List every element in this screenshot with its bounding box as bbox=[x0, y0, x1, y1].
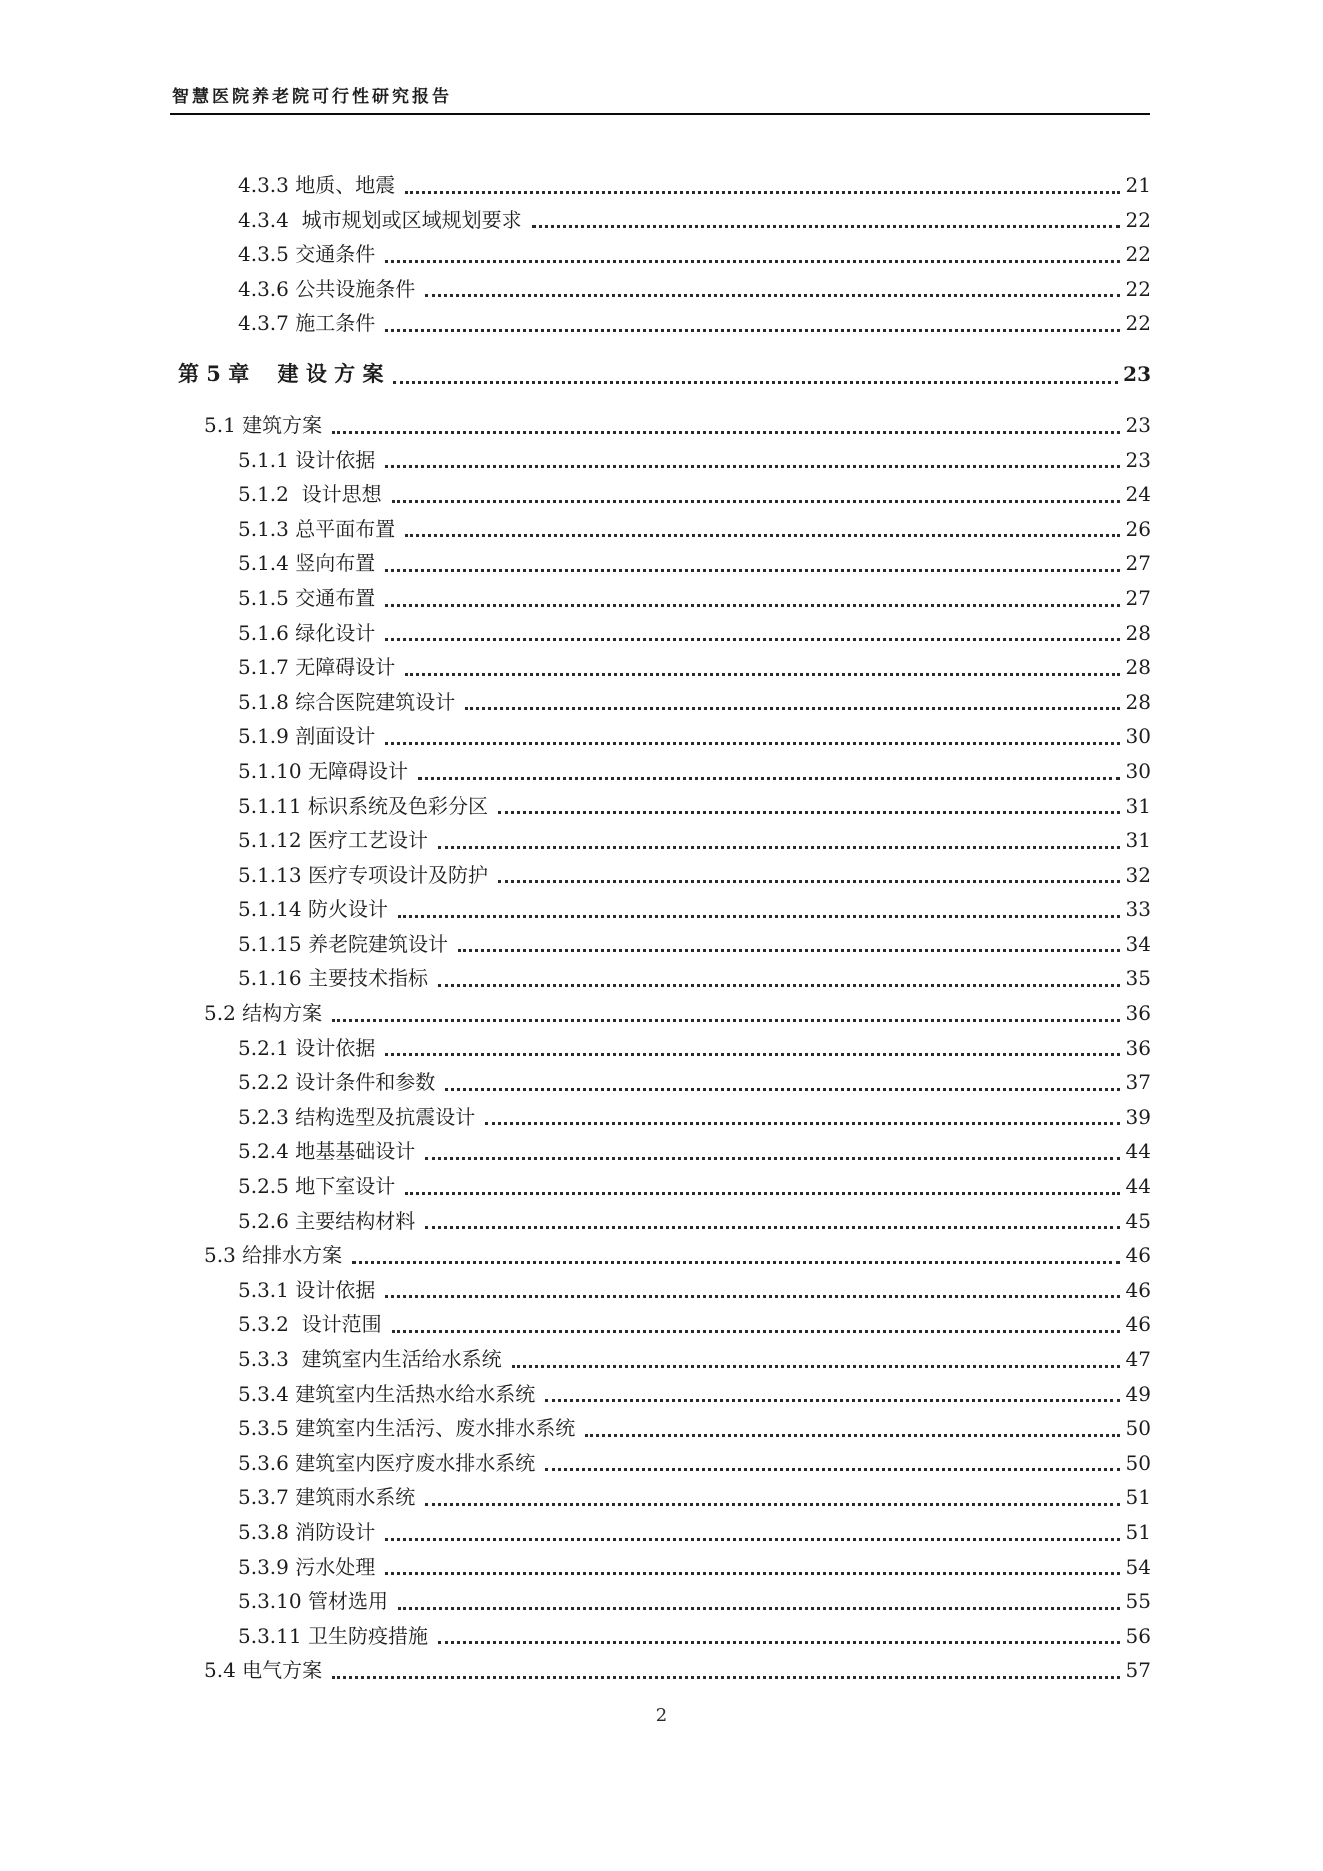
toc-entry[interactable] bbox=[170, 961, 1151, 996]
toc-entry-label: 5.2.6 主要结构材料 bbox=[238, 1208, 416, 1233]
toc-entry-page: 31 bbox=[1125, 828, 1151, 853]
toc-entry-label: 5.1.2 设计思想 bbox=[238, 482, 382, 507]
toc-dotted-leader bbox=[405, 1169, 1120, 1204]
toc-dotted-leader bbox=[425, 1204, 1120, 1239]
toc-dotted-leader bbox=[385, 616, 1120, 651]
toc-dotted-leader bbox=[425, 1480, 1120, 1515]
toc-entry-page: 22 bbox=[1125, 311, 1151, 336]
toc-entry-label: 5.1.11 标识系统及色彩分区 bbox=[238, 793, 488, 818]
toc-entry-label: 5.1.4 竖向布置 bbox=[238, 551, 376, 576]
toc-entry[interactable] bbox=[170, 1653, 1151, 1688]
toc-entry-label: 4.3.3 地质、地震 bbox=[238, 173, 396, 197]
toc-entry-page: 51 bbox=[1125, 1485, 1151, 1510]
toc-entry[interactable] bbox=[170, 1169, 1151, 1204]
toc-entry[interactable] bbox=[170, 581, 1151, 616]
toc-entry-label: 5.1.7 无障碍设计 bbox=[238, 655, 396, 680]
toc-entry[interactable] bbox=[170, 754, 1151, 789]
toc-dotted-leader bbox=[405, 650, 1120, 685]
toc-entry[interactable] bbox=[170, 237, 1151, 272]
toc-dotted-leader bbox=[438, 823, 1120, 858]
toc-entry-page: 23 bbox=[1125, 412, 1151, 437]
toc-entry-page: 34 bbox=[1125, 931, 1151, 956]
toc-entry-page: 49 bbox=[1125, 1381, 1151, 1406]
toc-entry-page: 47 bbox=[1125, 1347, 1151, 1371]
page-header bbox=[170, 82, 1150, 115]
toc-entry[interactable] bbox=[170, 1584, 1151, 1619]
toc-entry[interactable] bbox=[170, 996, 1151, 1031]
toc-entry[interactable] bbox=[170, 823, 1151, 858]
toc-entry-label: 5.3 给排水方案 bbox=[204, 1243, 343, 1268]
toc-entry[interactable] bbox=[170, 1307, 1151, 1342]
toc-entry-label: 5.2.4 地基基础设计 bbox=[238, 1139, 416, 1164]
toc-entry[interactable] bbox=[170, 1377, 1151, 1412]
toc-entry-label: 5.2 结构方案 bbox=[204, 1001, 323, 1026]
toc-dotted-leader bbox=[498, 858, 1120, 893]
toc-entry-page: 36 bbox=[1125, 1035, 1151, 1060]
toc-entry-label: 5.3.11 卫生防疫措施 bbox=[238, 1623, 428, 1648]
toc-entry[interactable] bbox=[170, 306, 1151, 341]
toc-dotted-leader bbox=[385, 1550, 1120, 1585]
toc-entry-label: 5.3.3 建筑室内生活给水系统 bbox=[238, 1347, 502, 1371]
toc-entry-page: 44 bbox=[1125, 1174, 1151, 1199]
toc-entry-page: 33 bbox=[1125, 897, 1151, 922]
toc-dotted-leader bbox=[385, 1031, 1120, 1066]
toc-entry[interactable] bbox=[170, 1480, 1151, 1515]
toc-dotted-leader bbox=[332, 1653, 1120, 1688]
toc-entry-page: 37 bbox=[1125, 1070, 1151, 1095]
toc-entry[interactable] bbox=[170, 512, 1151, 547]
toc-entry-page: 46 bbox=[1125, 1312, 1151, 1337]
toc-entry[interactable] bbox=[170, 357, 1151, 393]
toc-entry-label: 5.2.1 设计依据 bbox=[238, 1035, 376, 1060]
toc-entry-label: 5.1.5 交通布置 bbox=[238, 585, 376, 610]
toc-dotted-leader bbox=[425, 1134, 1120, 1169]
toc-entry[interactable] bbox=[170, 1238, 1151, 1273]
toc-dotted-leader bbox=[545, 1446, 1120, 1481]
toc-dotted-leader bbox=[438, 961, 1120, 996]
toc-entry-label: 5.4 电气方案 bbox=[204, 1658, 323, 1683]
toc-entry-label: 5.1.16 主要技术指标 bbox=[238, 966, 428, 991]
toc-dotted-leader bbox=[438, 1619, 1120, 1654]
toc-entry-label: 第 5 章 建 设 方 案 bbox=[178, 360, 384, 386]
toc-entry-label: 4.3.7 施工条件 bbox=[238, 311, 376, 336]
toc-entry-page: 23 bbox=[1123, 361, 1151, 386]
toc-entry-page: 22 bbox=[1125, 207, 1151, 232]
toc-entry-page: 50 bbox=[1125, 1416, 1151, 1441]
toc-entry-label: 5.3.8 消防设计 bbox=[238, 1519, 376, 1544]
toc-dotted-leader bbox=[392, 1307, 1120, 1342]
toc-entry-page: 27 bbox=[1125, 585, 1151, 610]
toc-entry[interactable] bbox=[170, 1204, 1151, 1239]
page-number: 2 bbox=[655, 1705, 668, 1726]
toc-dotted-leader bbox=[512, 1342, 1120, 1377]
toc-entry[interactable] bbox=[170, 789, 1151, 824]
toc-entry-page: 28 bbox=[1125, 620, 1151, 645]
toc-entry-label: 5.3.6 建筑室内医疗废水排水系统 bbox=[238, 1450, 536, 1475]
toc-dotted-leader bbox=[385, 1515, 1120, 1550]
toc-dotted-leader bbox=[385, 237, 1120, 272]
toc-entry[interactable] bbox=[170, 892, 1151, 927]
toc-entry-page: 21 bbox=[1125, 173, 1151, 197]
toc-entry-page: 46 bbox=[1125, 1243, 1151, 1268]
toc-dotted-leader bbox=[425, 272, 1120, 307]
toc-dotted-leader bbox=[465, 685, 1120, 720]
page-footer bbox=[0, 1705, 1323, 1726]
toc-dotted-leader bbox=[385, 719, 1120, 754]
toc-entry-page: 56 bbox=[1125, 1623, 1151, 1648]
toc-dotted-leader bbox=[385, 581, 1120, 616]
toc-entry-page: 57 bbox=[1125, 1658, 1151, 1683]
toc-entry-page: 28 bbox=[1125, 655, 1151, 680]
toc-dotted-leader bbox=[385, 443, 1120, 478]
toc-entry-label: 5.1.13 医疗专项设计及防护 bbox=[238, 862, 488, 887]
toc-dotted-leader bbox=[405, 512, 1120, 547]
toc-entry-page: 44 bbox=[1125, 1139, 1151, 1164]
toc-entry[interactable] bbox=[170, 1550, 1151, 1585]
toc-entry-page: 22 bbox=[1125, 242, 1151, 267]
toc-entry-page: 22 bbox=[1125, 276, 1151, 301]
toc-entry[interactable] bbox=[170, 168, 1151, 203]
toc-dotted-leader bbox=[458, 927, 1120, 962]
toc-dotted-leader bbox=[585, 1411, 1120, 1446]
toc-entry-page: 31 bbox=[1125, 793, 1151, 818]
toc-entry-page: 45 bbox=[1125, 1208, 1151, 1233]
toc-entry-page: 28 bbox=[1125, 689, 1151, 714]
toc-entry[interactable] bbox=[170, 685, 1151, 720]
toc-entry-label: 5.3.10 管材选用 bbox=[238, 1589, 388, 1614]
toc-dotted-leader bbox=[545, 1377, 1120, 1412]
toc-dotted-leader bbox=[418, 754, 1120, 789]
toc-entry-page: 27 bbox=[1125, 551, 1151, 576]
toc-dotted-leader bbox=[445, 1065, 1120, 1100]
toc-dotted-leader bbox=[385, 546, 1120, 581]
toc-entry-label: 5.1.15 养老院建筑设计 bbox=[238, 931, 448, 956]
toc-dotted-leader bbox=[332, 996, 1120, 1031]
toc-entry-label: 5.2.2 设计条件和参数 bbox=[238, 1070, 436, 1095]
toc-entry-page: 35 bbox=[1125, 966, 1151, 991]
toc-entry-page: 54 bbox=[1125, 1554, 1151, 1579]
toc-entry-label: 5.3.9 污水处理 bbox=[238, 1554, 376, 1579]
toc-entry[interactable] bbox=[170, 443, 1151, 478]
toc-entry[interactable] bbox=[170, 616, 1151, 651]
toc-entry-label: 5.2.3 结构选型及抗震设计 bbox=[238, 1104, 476, 1129]
toc-dotted-leader bbox=[498, 789, 1120, 824]
toc-dotted-leader bbox=[385, 1273, 1120, 1308]
toc-entry[interactable] bbox=[170, 719, 1151, 754]
toc-entry-label: 5.1.14 防火设计 bbox=[238, 897, 388, 922]
toc-entry-label: 4.3.5 交通条件 bbox=[238, 242, 376, 267]
toc-entry-label: 5.3.2 设计范围 bbox=[238, 1312, 382, 1337]
toc-entry-label: 5.1.3 总平面布置 bbox=[238, 516, 396, 541]
toc-dotted-leader bbox=[352, 1238, 1120, 1273]
toc-entry[interactable] bbox=[170, 1065, 1151, 1100]
toc-entry[interactable] bbox=[170, 1619, 1151, 1654]
toc-entry-label: 5.1.10 无障碍设计 bbox=[238, 758, 408, 783]
toc-entry[interactable] bbox=[170, 927, 1151, 962]
toc-entry[interactable] bbox=[170, 272, 1151, 307]
toc-entry[interactable] bbox=[170, 203, 1151, 238]
toc-entry-page: 26 bbox=[1125, 516, 1151, 541]
toc-entry-page: 36 bbox=[1125, 1001, 1151, 1026]
toc-entry-label: 5.1.8 综合医院建筑设计 bbox=[238, 689, 456, 714]
toc-entry-label: 4.3.4 城市规划或区域规划要求 bbox=[238, 207, 522, 232]
toc-entry-label: 5.3.1 设计依据 bbox=[238, 1277, 376, 1302]
toc-entry-label: 5.2.5 地下室设计 bbox=[238, 1174, 396, 1199]
toc-entry-page: 32 bbox=[1125, 862, 1151, 887]
report-title: 智慧医院养老院可行性研究报告 bbox=[172, 87, 452, 107]
toc-entry[interactable] bbox=[170, 1134, 1151, 1169]
toc-dotted-leader bbox=[485, 1100, 1120, 1135]
toc-entry-page: 46 bbox=[1125, 1277, 1151, 1302]
toc-entry-label: 5.3.7 建筑雨水系统 bbox=[238, 1485, 416, 1510]
toc-entry[interactable] bbox=[170, 1411, 1151, 1446]
toc-dotted-leader bbox=[392, 477, 1120, 512]
toc-entry[interactable] bbox=[170, 477, 1151, 512]
toc-entry-label: 4.3.6 公共设施条件 bbox=[238, 276, 416, 301]
toc-entry[interactable] bbox=[170, 1515, 1151, 1550]
toc-entry-page: 51 bbox=[1125, 1519, 1151, 1544]
toc-entry[interactable] bbox=[170, 1273, 1151, 1308]
toc-entry[interactable] bbox=[170, 858, 1151, 893]
toc-entry-page: 39 bbox=[1125, 1104, 1151, 1129]
toc-entry-label: 5.1 建筑方案 bbox=[204, 412, 323, 437]
toc-entry-page: 55 bbox=[1125, 1589, 1151, 1614]
toc-dotted-leader bbox=[405, 168, 1120, 203]
toc-entry[interactable] bbox=[170, 1031, 1151, 1066]
toc-entry-page: 23 bbox=[1125, 447, 1151, 472]
toc-entry-label: 5.1.6 绿化设计 bbox=[238, 620, 376, 645]
toc-dotted-leader bbox=[385, 306, 1120, 341]
toc-list bbox=[170, 168, 1151, 1688]
toc-entry-label: 5.1.9 剖面设计 bbox=[238, 724, 376, 749]
toc-entry-label: 5.3.4 建筑室内生活热水给水系统 bbox=[238, 1381, 536, 1406]
toc-dotted-leader bbox=[393, 357, 1118, 393]
toc-entry[interactable] bbox=[170, 650, 1151, 685]
toc-entry[interactable] bbox=[170, 1446, 1151, 1481]
toc-entry[interactable] bbox=[170, 408, 1151, 443]
toc-entry-page: 30 bbox=[1125, 724, 1151, 749]
toc-entry-label: 5.1.12 医疗工艺设计 bbox=[238, 828, 428, 853]
header-divider bbox=[170, 113, 1150, 115]
toc-dotted-leader bbox=[532, 203, 1120, 238]
toc-entry[interactable] bbox=[170, 1100, 1151, 1135]
toc-dotted-leader bbox=[398, 1584, 1120, 1619]
toc-entry-label: 5.3.5 建筑室内生活污、废水排水系统 bbox=[238, 1416, 576, 1441]
toc-dotted-leader bbox=[332, 408, 1120, 443]
toc-entry[interactable] bbox=[170, 1342, 1151, 1377]
toc-entry-page: 24 bbox=[1125, 482, 1151, 507]
toc-entry[interactable] bbox=[170, 546, 1151, 581]
toc-entry-label: 5.1.1 设计依据 bbox=[238, 447, 376, 472]
toc-entry-page: 50 bbox=[1125, 1450, 1151, 1475]
toc-dotted-leader bbox=[398, 892, 1120, 927]
toc-entry-page: 30 bbox=[1125, 758, 1151, 783]
